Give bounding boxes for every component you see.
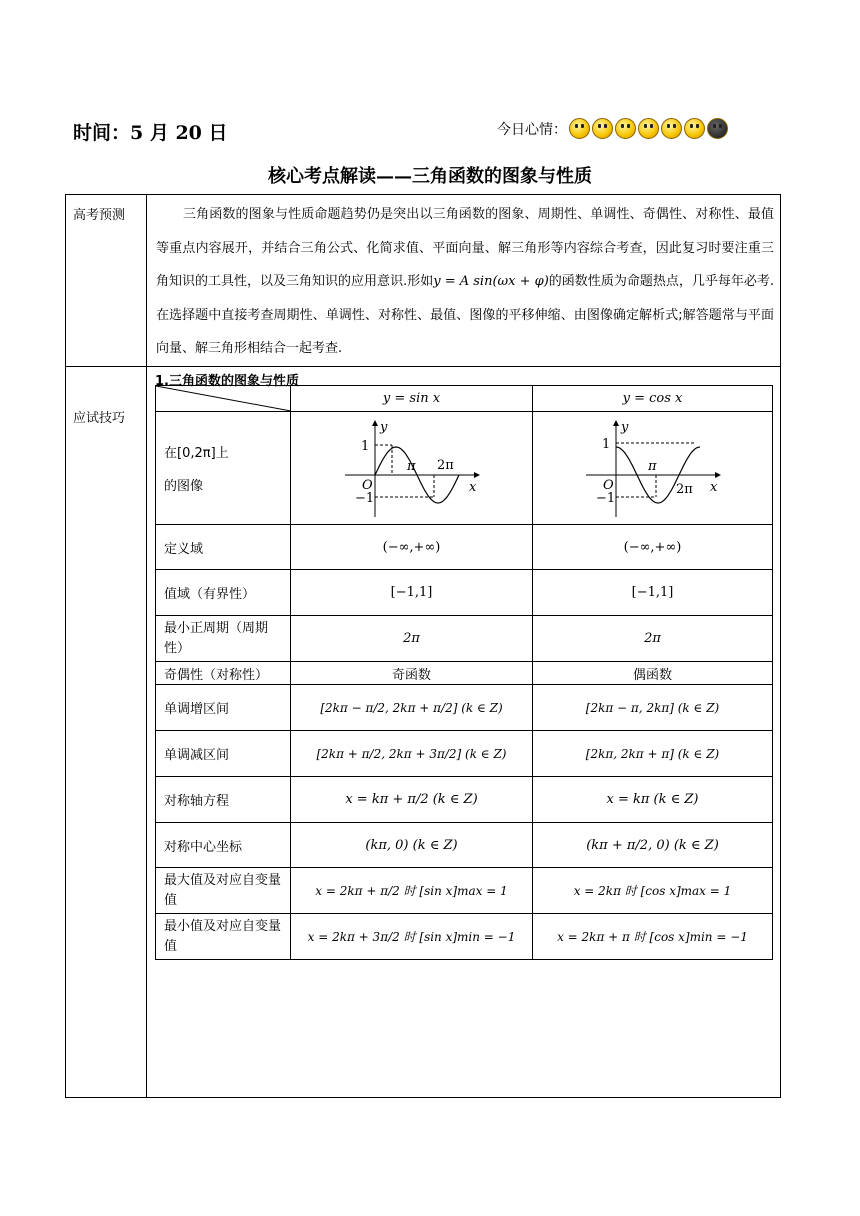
cos-graph xyxy=(578,413,728,523)
mood-label: 今日心情： xyxy=(497,121,567,138)
row-label-max: 最大值及对应自变量值 xyxy=(156,868,291,914)
devil-icon xyxy=(615,118,636,139)
sin-range: [−1,1] xyxy=(291,570,533,616)
table-row xyxy=(156,777,773,823)
cos-graph-cell xyxy=(533,412,773,525)
table-row xyxy=(156,662,773,685)
smirk-icon xyxy=(684,118,705,139)
cos-center: (kπ + π/2, 0) (k ∈ Z) xyxy=(533,823,773,868)
cos-origin-label: O xyxy=(602,478,614,493)
cos-pi-label: π xyxy=(647,459,657,474)
think-icon xyxy=(638,118,659,139)
sin-graph xyxy=(337,413,487,523)
cos-two-pi-label: 2π xyxy=(675,482,693,497)
table-row xyxy=(156,616,773,662)
cos-max: x = 2kπ 时 [cos x]max = 1 xyxy=(533,868,773,914)
smile-icon xyxy=(569,118,590,139)
header-sin: y = sin x xyxy=(291,386,533,412)
sin-center: (kπ, 0) (k ∈ Z) xyxy=(291,823,533,868)
prediction-label: 高考预测 xyxy=(73,208,126,223)
cos-y-label: y xyxy=(620,420,628,435)
cos-axis: x = kπ (k ∈ Z) xyxy=(533,777,773,823)
row-label-min: 最小值及对应自变量值 xyxy=(156,914,291,960)
row-label-parity: 奇偶性（对称性） xyxy=(156,662,291,685)
graph-row-label-line-1: 在[0,2π]上 xyxy=(164,446,229,461)
cry-icon xyxy=(661,118,682,139)
skills-label: 应试技巧 xyxy=(73,411,126,426)
sin-pi-label: π xyxy=(406,459,416,474)
row-label-domain: 定义域 xyxy=(156,525,291,570)
row-label-period: 最小正周期（周期性） xyxy=(156,616,291,662)
sin-parity: 奇函数 xyxy=(291,662,533,685)
sin-x-label: x xyxy=(468,480,476,495)
section-subtitle: 1.三角函数的图象与性质 xyxy=(155,374,299,389)
sin-increasing: [2kπ − π/2, 2kπ + π/2] (k ∈ Z) xyxy=(291,685,533,731)
row-label-range: 值域（有界性） xyxy=(156,570,291,616)
sin-one-label: 1 xyxy=(360,439,369,454)
sin-y-label: y xyxy=(379,420,387,435)
graph-row xyxy=(156,412,773,525)
cos-period: 2π xyxy=(533,616,773,662)
graph-row-label-line-2: 的图像 xyxy=(164,479,204,494)
page-title: 核心考点解读——三角函数的图象与性质 xyxy=(268,166,592,187)
cos-parity: 偶函数 xyxy=(533,662,773,685)
column-divider xyxy=(146,194,147,1097)
sin-axis: x = kπ + π/2 (k ∈ Z) xyxy=(291,777,533,823)
table-row xyxy=(156,731,773,777)
properties-table xyxy=(155,385,773,960)
cos-min: x = 2kπ + π 时 [cos x]min = −1 xyxy=(533,914,773,960)
table-row xyxy=(156,570,773,616)
bomb-icon xyxy=(707,118,728,139)
sin-neg-one-label: −1 xyxy=(354,491,374,506)
cos-range: [−1,1] xyxy=(533,570,773,616)
row-label-decreasing: 单调减区间 xyxy=(156,731,291,777)
cos-decreasing: [2kπ, 2kπ + π] (k ∈ Z) xyxy=(533,731,773,777)
sin-graph-cell xyxy=(291,412,533,525)
prediction-formula: y = A sin(ωx + φ) xyxy=(433,274,549,290)
mood-area xyxy=(497,118,728,139)
prediction-text-1: 三角函数的图象与性质命题趋势仍是突出以三角函数的图象、周期性、单调性、奇偶性、对称性、最值等重点内容展开，并结合三角公式、化简求值、平面向量、解三角形等内容综合考查，因此复习时要注重三角知识的工具性，以及三角知识的应用意识.形如 xyxy=(156,207,774,290)
row-divider xyxy=(65,366,780,367)
sin-two-pi-label: 2π xyxy=(436,458,454,473)
grin-icon xyxy=(592,118,613,139)
table-row xyxy=(156,823,773,868)
row-label-increasing: 单调增区间 xyxy=(156,685,291,731)
table-row xyxy=(156,868,773,914)
cos-increasing: [2kπ − π, 2kπ] (k ∈ Z) xyxy=(533,685,773,731)
date-heading: 时间：5 月 20 日 xyxy=(73,122,228,144)
row-label-center: 对称中心坐标 xyxy=(156,823,291,868)
cos-x-label: x xyxy=(709,480,717,495)
cos-neg-one-label: −1 xyxy=(595,491,615,506)
prediction-text-2: 的函数性质为命题热点，几乎每年必考.在选择题中直接考查周期性、单调性、对称性、最值、图像的平移伸缩、由图像确定解析式;解答题常与平面向量、解三角形相结合一起考查. xyxy=(156,274,774,357)
row-label-axis: 对称轴方程 xyxy=(156,777,291,823)
cos-domain: (−∞,+∞) xyxy=(533,525,773,570)
prediction-text xyxy=(156,198,774,366)
sin-domain: (−∞,+∞) xyxy=(291,525,533,570)
graph-row-label xyxy=(156,412,291,525)
header-cos: y = cos x xyxy=(533,386,773,412)
sin-period: 2π xyxy=(291,616,533,662)
sin-min: x = 2kπ + 3π/2 时 [sin x]min = −1 xyxy=(291,914,533,960)
sin-max: x = 2kπ + π/2 时 [sin x]max = 1 xyxy=(291,868,533,914)
table-row xyxy=(156,525,773,570)
table-header-row xyxy=(156,386,773,412)
table-row xyxy=(156,685,773,731)
cos-one-label: 1 xyxy=(601,437,610,452)
sin-origin-label: O xyxy=(361,478,373,493)
sin-decreasing: [2kπ + π/2, 2kπ + 3π/2] (k ∈ Z) xyxy=(291,731,533,777)
diagonal-header-cell xyxy=(156,386,291,412)
table-row xyxy=(156,914,773,960)
